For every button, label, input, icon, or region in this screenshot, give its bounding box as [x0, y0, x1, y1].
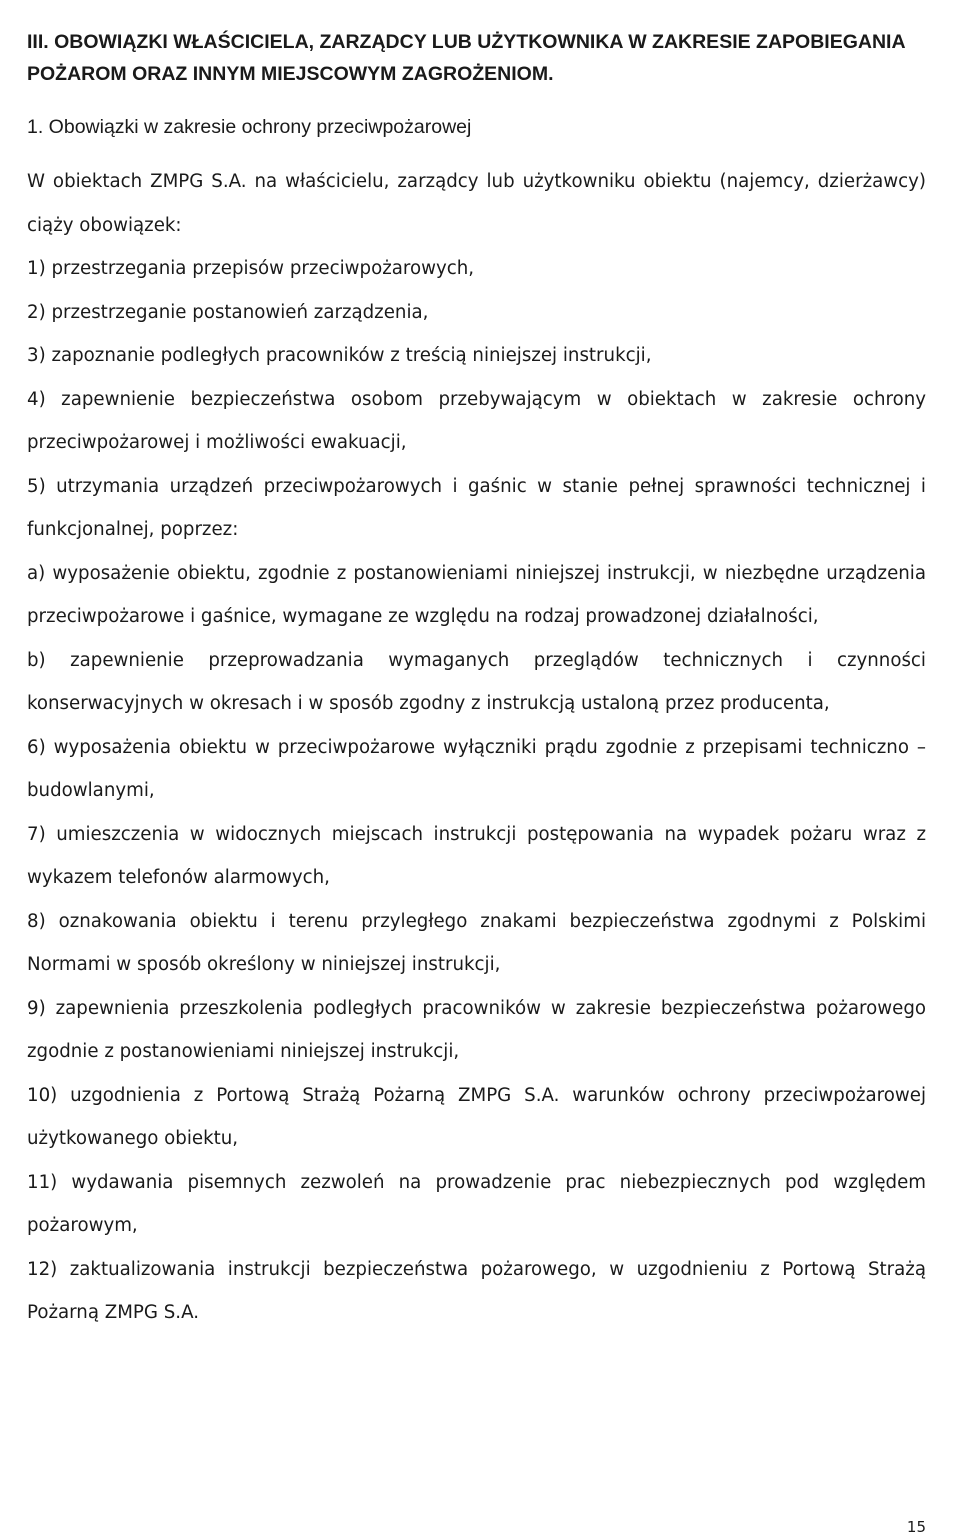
list-item: 5) utrzymania urządzeń przeciwpożarowych i gaśnic w stanie pełnej sprawności technicznej i funkcjonalnej, poprzez:	[27, 475, 926, 540]
intro-paragraph: W obiektach ZMPG S.A. na właścicielu, zarządcy lub użytkowniku obiektu (najemcy, dzierżawcy) ciąży obowiązek:	[27, 171, 926, 236]
page-number: 15	[906, 1518, 926, 1536]
list-subitem: b) zapewnienie przeprowadzania wymaganych przeglądów technicznych i czynności konserwacyjnych w okresach i w sposób zgodny z instrukcją ustaloną przez producenta,	[27, 649, 926, 714]
subsection-heading: 1. Obowiązki w zakresie ochrony przeciwpożarowej	[27, 116, 472, 138]
list-subitem: a) wyposażenie obiektu, zgodnie z postanowieniami niniejszej instrukcji, w niezbędne urządzenia przeciwpożarowe i gaśnice, wymagane ze względu na rodzaj prowadzonej działalności,	[27, 562, 926, 627]
list-item: 6) wyposażenia obiektu w przeciwpożarowe wyłączniki prądu zgodnie z przepisami techniczno – budowlanymi,	[27, 736, 926, 801]
list-item: 1) przestrzegania przepisów przeciwpożarowych,	[27, 258, 475, 279]
list-item: 4) zapewnienie bezpieczeństwa osobom przebywającym w obiektach w zakresie ochrony przeciwpożarowej i możliwości ewakuacji,	[27, 388, 926, 453]
document-body	[27, 160, 926, 1335]
list-item: 9) zapewnienia przeszkolenia podległych pracowników w zakresie bezpieczeństwa pożarowego zgodnie z postanowieniami niniejszej instrukcji,	[27, 997, 926, 1062]
list-item: 12) zaktualizowania instrukcji bezpieczeństwa pożarowego, w uzgodnieniu z Portową Strażą Pożarną ZMPG S.A.	[27, 1258, 926, 1323]
list-item: 7) umieszczenia w widocznych miejscach instrukcji postępowania na wypadek pożaru wraz z wykazem telefonów alarmowych,	[27, 823, 926, 888]
document-page	[27, 26, 926, 1335]
list-item: 10) uzgodnienia z Portową Strażą Pożarną ZMPG S.A. warunków ochrony przeciwpożarowej użytkowanego obiektu,	[27, 1084, 926, 1149]
list-item: 3) zapoznanie podległych pracowników z treścią niniejszej instrukcji,	[27, 345, 652, 366]
list-item: 2) przestrzeganie postanowień zarządzenia,	[27, 301, 429, 323]
section-heading: III. OBOWIĄZKI WŁAŚCICIELA, ZARZĄDCY LUB UŻYTKOWNIKA W ZAKRESIE ZAPOBIEGANIA POŻAROM ORAZ INNYM MIEJSCOWYM ZAGROŻENIOM.	[27, 31, 905, 85]
list-item: 11) wydawania pisemnych zezwoleń na prowadzenie prac niebezpiecznych pod względem pożarowym,	[27, 1171, 926, 1236]
list-item: 8) oznakowania obiektu i terenu przyległego znakami bezpieczeństwa zgodnymi z Polskimi Normami w sposób określony w niniejszej instrukcji,	[27, 910, 926, 975]
